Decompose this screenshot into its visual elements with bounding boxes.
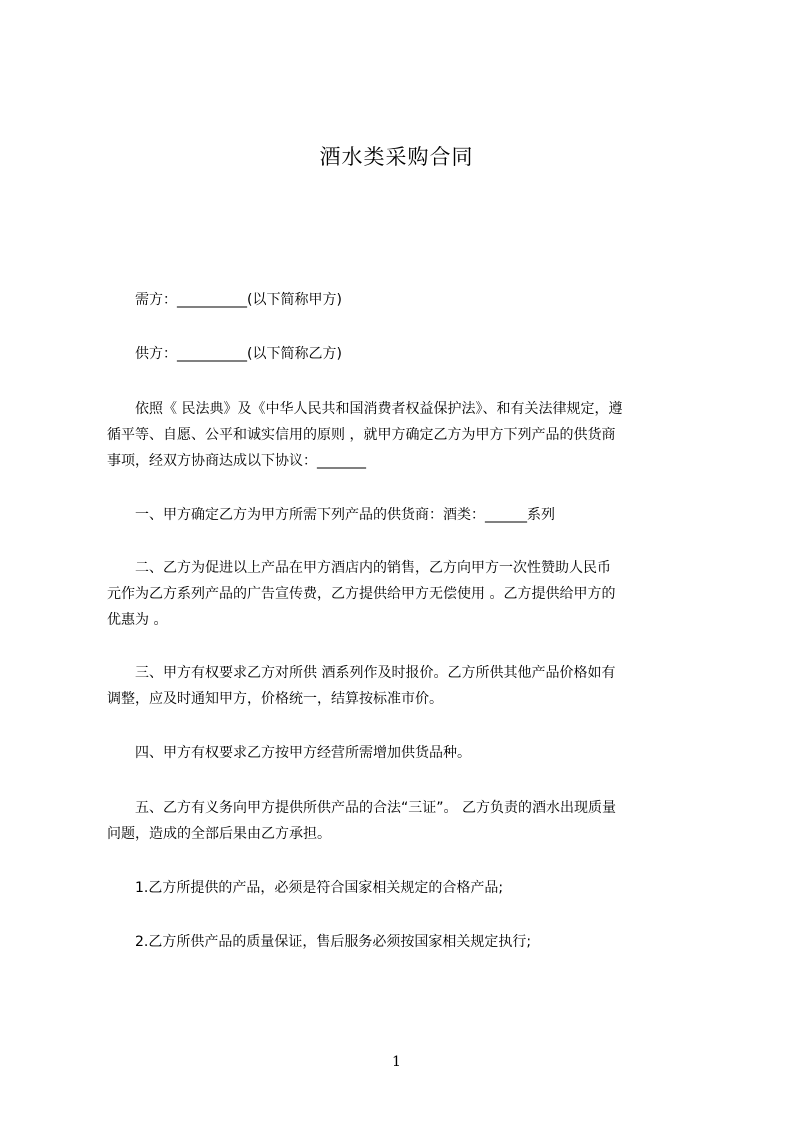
clause-3-paragraph: [107, 660, 701, 712]
text-line: 三、甲方有权要求乙方对所供 酒系列作及时报价。乙方所供其他产品价格如有: [107, 665, 616, 681]
page-title: 酒水类采购合同: [319, 145, 474, 169]
text-line: 二、乙方为促进以上产品在甲方酒店内的销售，乙方向甲方一次性赞助人民币: [107, 560, 611, 576]
buyer-line: [107, 287, 701, 313]
text-line: 依照《 民法典》及《中华人民共和国消费者权益保护法》、和有关法律规定，遵: [107, 401, 623, 417]
text-line: 优惠为 。: [107, 612, 168, 628]
text-line: 元作为乙方系列产品的广告宣传费，乙方提供给甲方无偿使用 。乙方提供给甲方的: [107, 586, 616, 602]
text-line: 五、乙方有义务向甲方提供所供产品的合法“三证”。 乙方负责的酒水出现质量: [107, 800, 616, 816]
item-2-line: [107, 929, 701, 955]
text-line: 2.乙方所供产品的质量保证，售后服务必须按国家相关规定执行;: [107, 934, 532, 950]
text-line: 一、甲方确定乙方为甲方所需下列产品的供货商：酒类：______系列: [107, 507, 555, 523]
text-line: 循平等、自愿、公平和诚实信用的原则 ，就甲方确定乙方为甲方下列产品的供货商: [107, 427, 616, 443]
preamble-paragraph: [107, 396, 701, 474]
page-number: 1: [392, 1054, 401, 1070]
text-line: 供方：__________(以下简称乙方): [107, 346, 342, 362]
clause-2-paragraph: [107, 555, 701, 633]
item-1-line: [107, 875, 701, 901]
clause-1-paragraph: [107, 502, 701, 528]
text-line: 事项，经双方协商达成以下协议：_______: [107, 453, 366, 469]
clause-5-paragraph: [107, 795, 701, 847]
text-line: 1.乙方所提供的产品，必须是符合国家相关规定的合格产品;: [107, 880, 504, 896]
text-line: 问题，造成的全部后果由乙方承担。: [107, 826, 331, 842]
text-line: 四、甲方有权要求乙方按甲方经营所需增加供货品种。: [107, 745, 471, 761]
text-line: 需方：__________(以下简称甲方): [107, 292, 342, 308]
text-line: 调整，应及时通知甲方，价格统一，结算按标准市价。: [107, 691, 443, 707]
supplier-line: [107, 341, 701, 367]
clause-4-paragraph: [107, 740, 701, 766]
